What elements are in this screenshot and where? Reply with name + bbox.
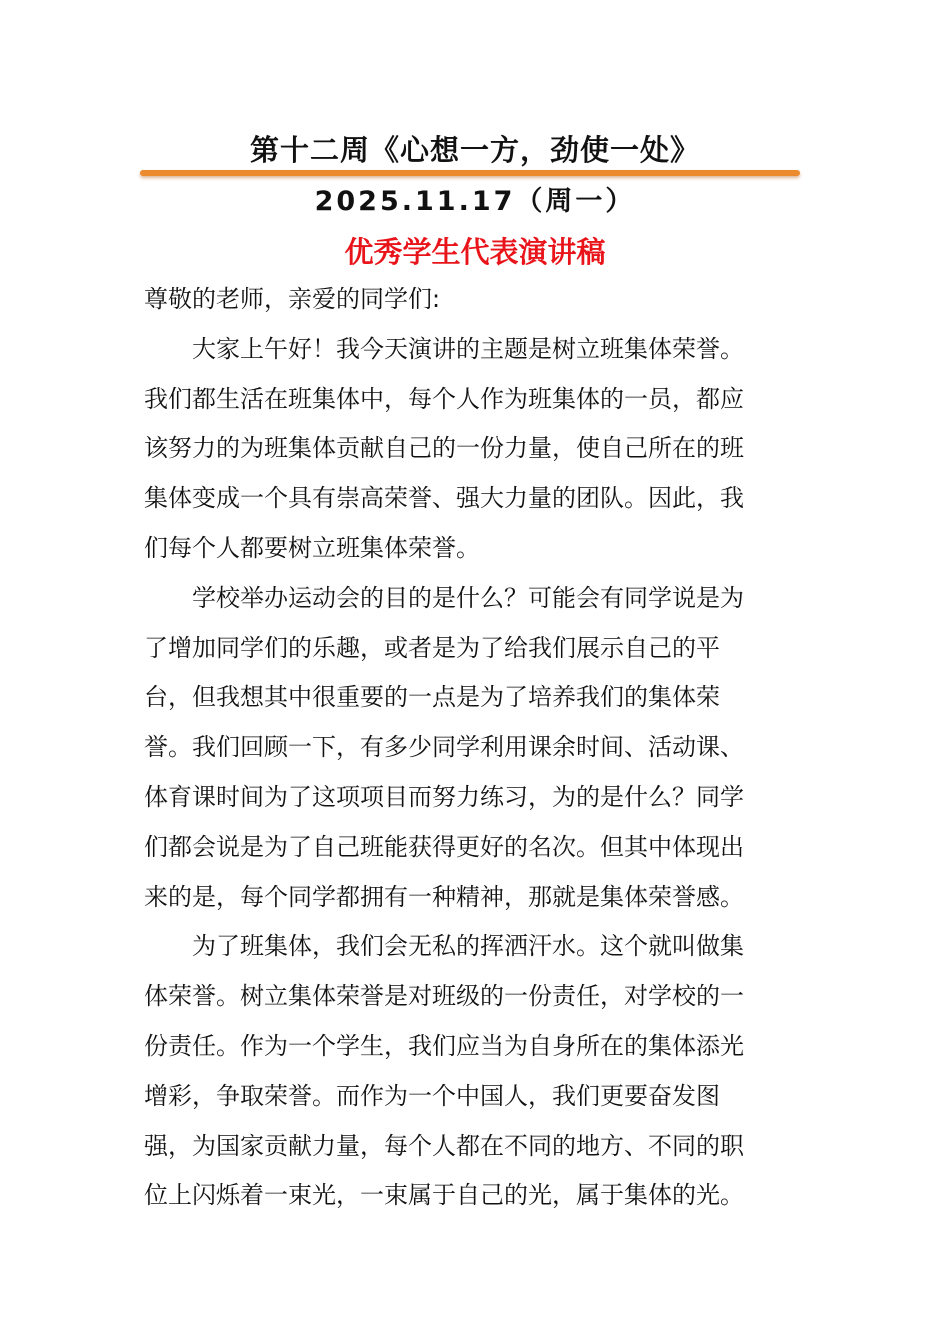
document-date: 2025.11.17（周一） bbox=[314, 186, 636, 217]
speech-body bbox=[144, 275, 790, 1221]
text-line: 体荣誉。树立集体荣誉是对班级的一份责任，对学校的一 bbox=[144, 982, 744, 1011]
text-line: 强，为国家贡献力量，每个人都在不同的地方、不同的职 bbox=[144, 1131, 744, 1160]
text-line: 来的是，每个同学都拥有一种精神，那就是集体荣誉感。 bbox=[144, 882, 744, 911]
text-line: 位上闪烁着一束光，一束属于自己的光，属于集体的光。 bbox=[144, 1181, 744, 1210]
text-line: 我们都生活在班集体中，每个人作为班集体的一员，都应 bbox=[144, 384, 744, 413]
text-line: 了增加同学们的乐趣，或者是为了给我们展示自己的平 bbox=[144, 633, 720, 662]
text-line: 份责任。作为一个学生，我们应当为自身所在的集体添光 bbox=[144, 1031, 744, 1060]
text-line: 台，但我想其中很重要的一点是为了培养我们的集体荣 bbox=[144, 683, 720, 712]
text-line: 们每个人都要树立班集体荣誉。 bbox=[144, 533, 480, 562]
title-divider bbox=[140, 170, 800, 176]
text-line: 尊敬的老师，亲爱的同学们: bbox=[144, 285, 441, 313]
document-subtitle: 优秀学生代表演讲稿 bbox=[344, 235, 606, 269]
text-line: 们都会说是为了自己班能获得更好的名次。但其中体现出 bbox=[144, 832, 744, 861]
text-line: 该努力的为班集体贡献自己的一份力量，使自己所在的班 bbox=[144, 434, 744, 463]
text-line: 誉。我们回顾一下，有多少同学利用课余时间、活动课、 bbox=[144, 733, 744, 762]
text-line: 增彩，争取荣誉。而作为一个中国人，我们更要奋发图 bbox=[144, 1081, 720, 1110]
text-line: 大家上午好！我今天演讲的主题是树立班集体荣誉。 bbox=[144, 334, 744, 363]
text-line: 为了班集体，我们会无私的挥洒汗水。这个就叫做集 bbox=[144, 932, 744, 961]
text-line: 集体变成一个具有崇高荣誉、强大力量的团队。因此，我 bbox=[144, 484, 744, 513]
text-line: 体育课时间为了这项项目而努力练习，为的是什么？同学 bbox=[144, 782, 744, 811]
text-line: 学校举办运动会的目的是什么？可能会有同学说是为 bbox=[144, 583, 744, 612]
document-title: 第十二周《心想一方，劲使一处》 bbox=[249, 133, 700, 167]
